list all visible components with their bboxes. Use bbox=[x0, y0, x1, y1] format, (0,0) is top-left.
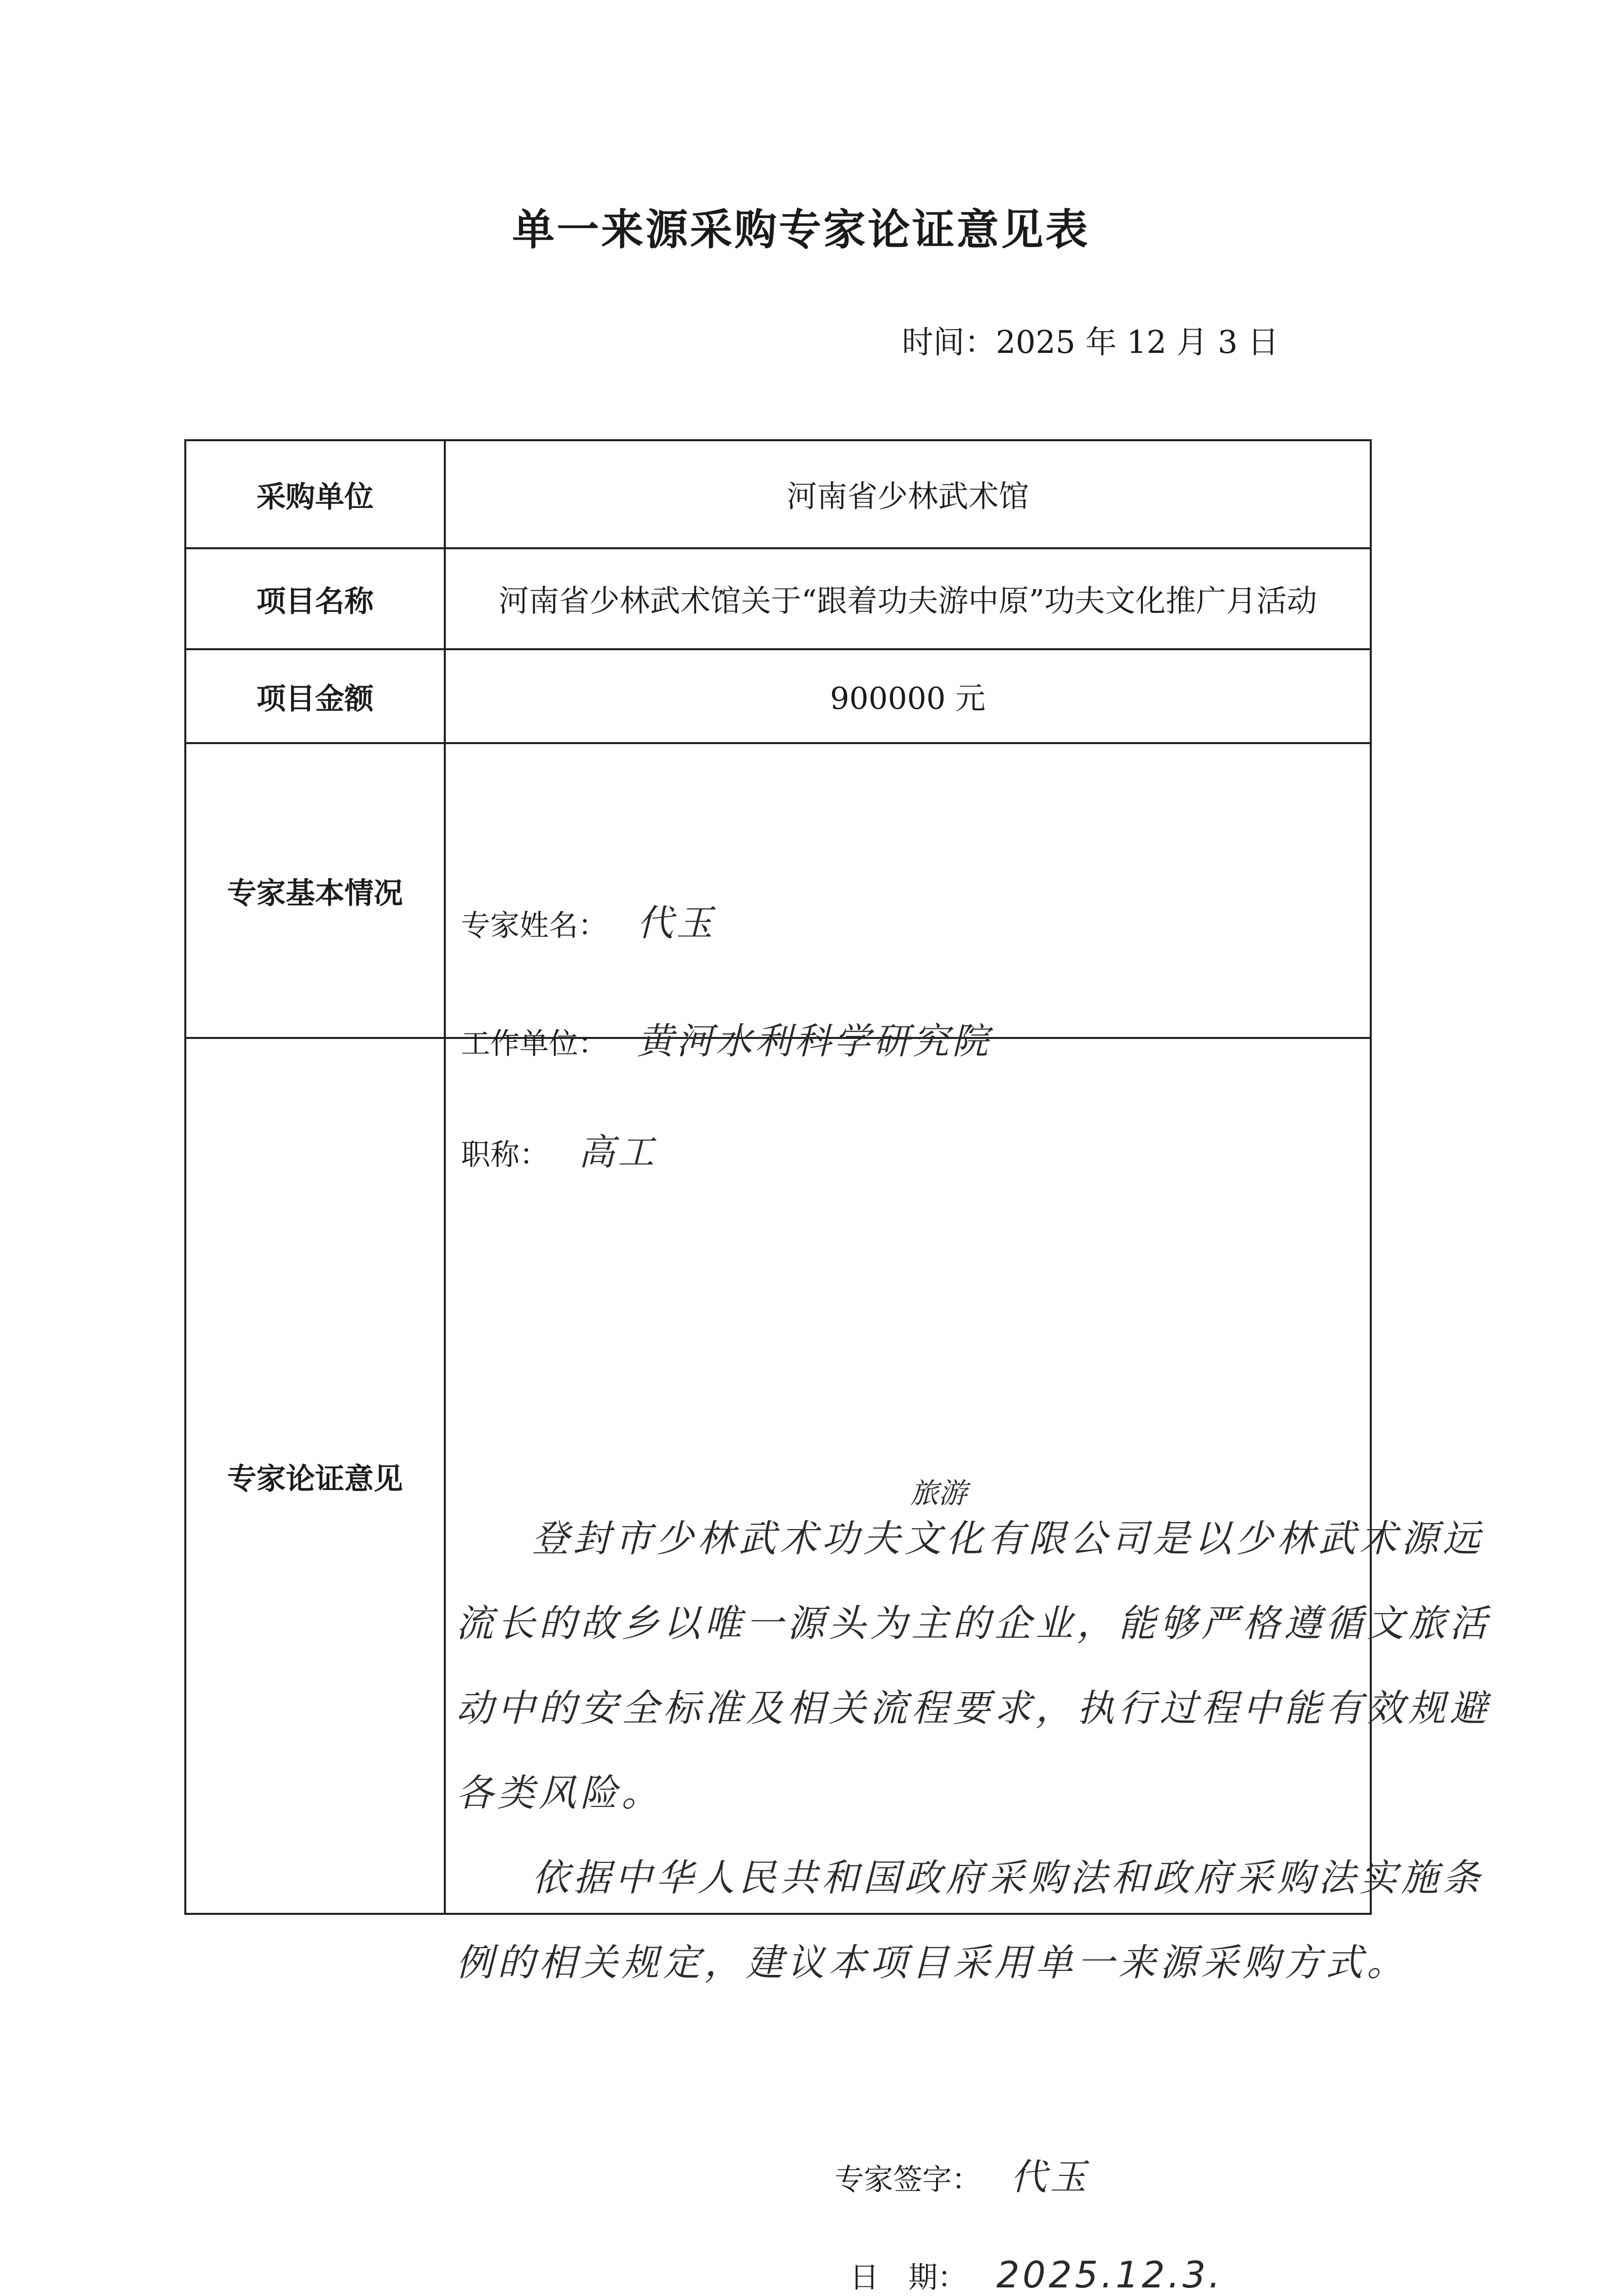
purchaser-value: 河南省少林武术馆 bbox=[445, 440, 1371, 548]
expert-opinion-form bbox=[184, 439, 1491, 2296]
expert-opinion-label: 专家论证意见 bbox=[185, 1038, 445, 1914]
opinion-handwritten-text bbox=[456, 1496, 1496, 2005]
amount-value: 900000 元 bbox=[445, 649, 1371, 743]
form-date: 时间：2025 年 12 月 3 日 bbox=[902, 324, 1279, 360]
expert-signature: 代玉 bbox=[1010, 2155, 1090, 2198]
page-title: 单一来源采购专家论证意见表 bbox=[512, 205, 1090, 254]
handwritten-insertion: 旅游 bbox=[910, 1477, 967, 1510]
row-amount bbox=[185, 649, 1371, 743]
expert-title-line bbox=[461, 1123, 657, 1175]
project-name-label: 项目名称 bbox=[185, 548, 445, 649]
expert-unit-handwritten: 黄河水利科学研究院 bbox=[637, 1020, 992, 1062]
expert-signature-line bbox=[835, 2148, 1089, 2200]
opinion-paragraph-2: 依据中华人民共和国政府采购法和政府采购法实施条例的相关规定，建议本项目采用单一来源采购方式。 bbox=[456, 1856, 1484, 1985]
amount-label: 项目金额 bbox=[185, 649, 445, 743]
signature-label: 专家签字： bbox=[835, 2162, 981, 2197]
expert-name-line bbox=[461, 894, 715, 946]
purchaser-label: 采购单位 bbox=[185, 440, 445, 548]
opinion-paragraph-1: 登封市少林武术功夫文化有限公司是以少林武术源远流长的故乡以唯一源头为主的企业，能够严格遵循文旅活动中的安全标准及相关流程要求，执行过程中能有效规避各类风险。 bbox=[456, 1517, 1491, 1815]
row-expert-opinion bbox=[185, 1038, 1371, 1914]
expert-name-handwritten: 代玉 bbox=[637, 902, 716, 944]
row-project-name bbox=[185, 548, 1371, 649]
expert-unit-line bbox=[461, 1012, 991, 1064]
expert-info-cell bbox=[445, 743, 1371, 1173]
row-expert-info bbox=[185, 743, 1371, 1038]
expert-name-label: 专家姓名： bbox=[461, 908, 608, 943]
signature-date-handwritten: 2025.12.3. bbox=[996, 2253, 1223, 2296]
expert-info-label: 专家基本情况 bbox=[185, 743, 445, 1038]
expert-title-label: 职称： bbox=[461, 1137, 549, 1172]
project-name-value: 河南省少林武术馆关于“跟着功夫游中原”功夫文化推广月活动 bbox=[445, 548, 1371, 649]
expert-unit-label: 工作单位： bbox=[461, 1026, 608, 1061]
expert-title-handwritten: 高工 bbox=[578, 1131, 657, 1173]
signature-date-label: 日 期： bbox=[850, 2260, 967, 2294]
signature-date-line bbox=[850, 2254, 1223, 2296]
row-purchaser bbox=[185, 440, 1371, 548]
